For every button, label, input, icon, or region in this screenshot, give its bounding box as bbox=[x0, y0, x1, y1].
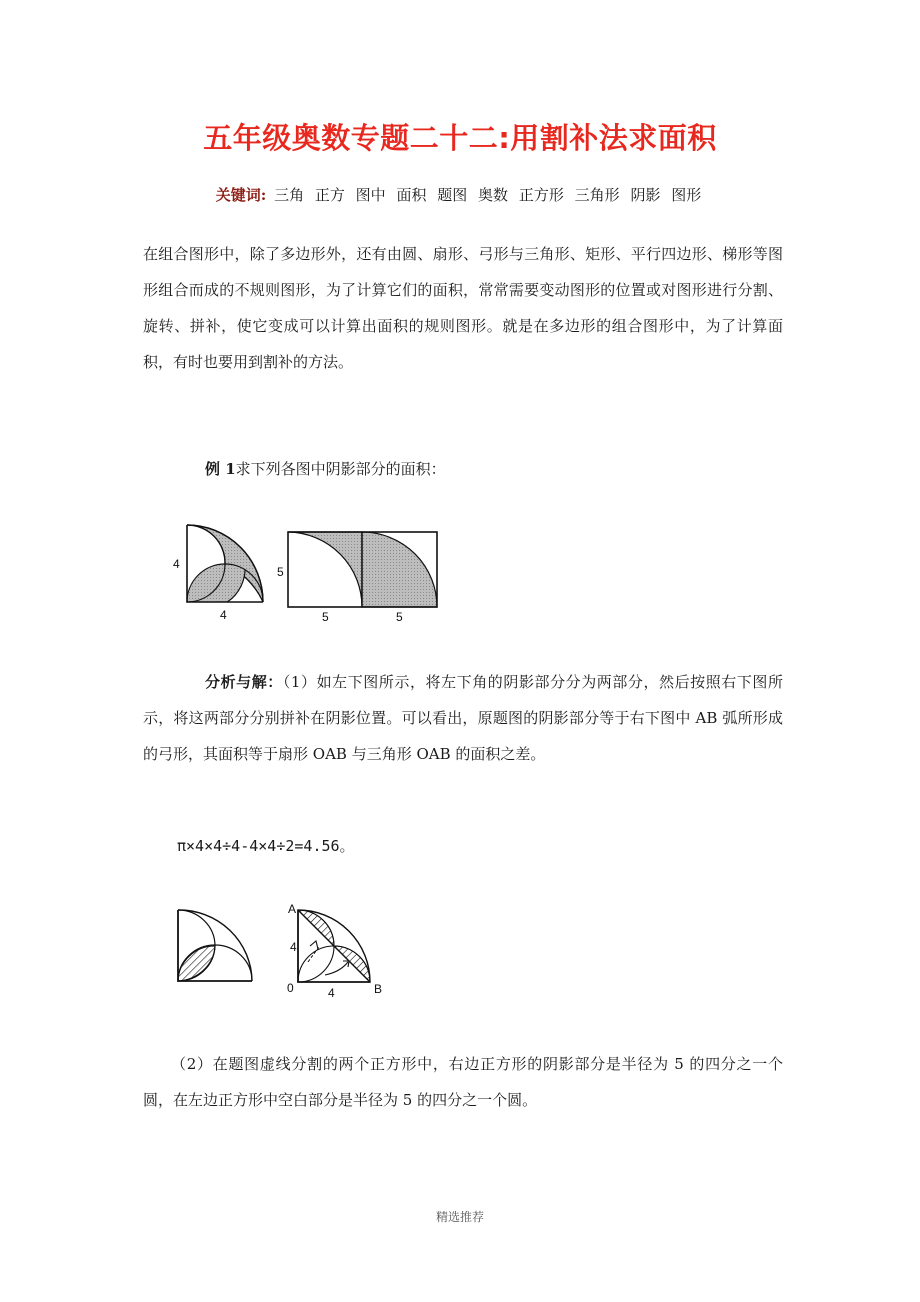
keyword: 三角形 bbox=[574, 186, 620, 204]
figure-2-left bbox=[178, 910, 252, 981]
keyword: 奥数 bbox=[478, 186, 509, 204]
keyword: 正方 bbox=[314, 186, 345, 204]
example-1-label: 例 1 bbox=[205, 460, 236, 478]
keywords-label: 关键词: bbox=[215, 186, 267, 204]
shaded-right-quarter bbox=[362, 532, 437, 607]
keyword: 题图 bbox=[437, 186, 468, 204]
point-o-label: 0 bbox=[287, 981, 294, 995]
bottom-length-label: 4 bbox=[328, 986, 335, 1000]
figure-1-right bbox=[277, 532, 437, 624]
keywords-line bbox=[0, 184, 920, 205]
right-bottom-left-label: 5 bbox=[322, 610, 329, 624]
keyword: 三角 bbox=[274, 186, 305, 204]
keyword: 阴影 bbox=[630, 186, 661, 204]
figure-2 bbox=[170, 900, 400, 1000]
keyword: 图中 bbox=[355, 186, 386, 204]
analysis-part-1 bbox=[143, 664, 783, 772]
shaded-left-corner bbox=[288, 532, 362, 607]
footer-text: 精选推荐 bbox=[435, 1210, 484, 1224]
intro-paragraph: 在组合图形中，除了多边形外，还有由圆、扇形、弓形与三角形、矩形、平行四边形、梯形等图形组合而成的不规则图形，为了计算它们的面积，常常需要变动图形的位置或对图形进行分割、旋转、拼补，使它变成可以计算出面积的规则图形。就是在多边形的组合图形中，为了计算面积，有时也要用到割补的方法。 bbox=[143, 245, 783, 371]
left-bottom-label: 4 bbox=[220, 608, 227, 622]
formula: π×4×4÷4-4×4÷2=4.56。 bbox=[177, 837, 355, 855]
figure-1-left bbox=[173, 525, 264, 622]
point-a-label: A bbox=[288, 902, 297, 916]
right-side-label: 5 bbox=[277, 565, 284, 579]
point-b-label: B bbox=[374, 982, 383, 996]
keyword: 图形 bbox=[671, 186, 702, 204]
example-1-text: 求下列各图中阴影部分的面积： bbox=[235, 460, 446, 478]
analysis-part-2: （2）在题图虚线分割的两个正方形中，右边正方形的阴影部分是半径为 5 的四分之一个圆，在左边正方形中空白部分是半径为 5 的四分之一个圆。 bbox=[143, 1055, 783, 1109]
right-bottom-right-label: 5 bbox=[396, 610, 403, 624]
side-length-label: 4 bbox=[290, 940, 297, 954]
left-side-label: 4 bbox=[173, 557, 180, 571]
analysis-label: 分析与解： bbox=[205, 673, 283, 691]
analysis-part-1-text: （1）如左下图所示，将左下角的阴影部分分为两部分，然后按照右下图所示，将这两部分分别拼补在阴影位置。可以看出，原题图的阴影部分等于右下图中 AB 弧所形成的弓形，其面积等于扇形 OAB 与三角形 OAB 的面积之差。 bbox=[143, 673, 783, 763]
keyword: 面积 bbox=[396, 186, 427, 204]
figure-2-right bbox=[287, 902, 382, 1000]
figure-1 bbox=[165, 520, 625, 630]
document-title: 五年级奥数专题二十二:用割补法求面积 bbox=[203, 121, 717, 155]
example-1-heading bbox=[205, 458, 446, 479]
keywords-list bbox=[271, 186, 704, 204]
keyword: 正方形 bbox=[518, 186, 564, 204]
